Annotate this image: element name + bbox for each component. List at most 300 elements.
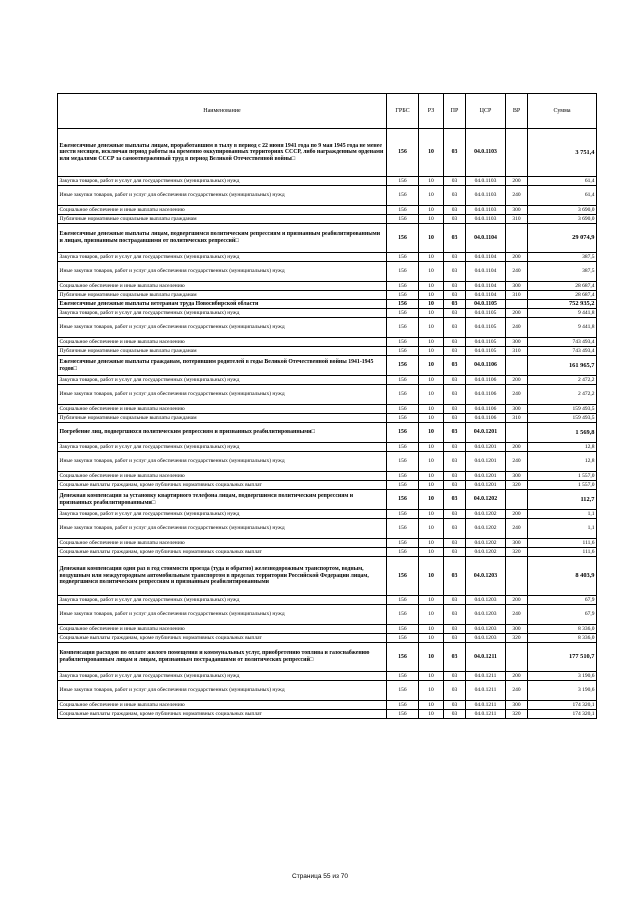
cell-vr: 310 — [506, 215, 528, 224]
table-row — [58, 539, 597, 548]
cell-csr: 04.0.1103 — [466, 177, 506, 186]
table-row-section — [58, 557, 597, 596]
cell-grbs: 156 — [387, 605, 419, 625]
cell-csr: 04.0.1104 — [466, 253, 506, 262]
cell-name: Социальные выплаты гражданам, кроме публичных нормативных социальных выплат — [58, 548, 387, 557]
cell-vr: 200 — [506, 510, 528, 519]
cell-csr: 04.0.1203 — [466, 596, 506, 605]
cell-rz: 10 — [419, 376, 444, 385]
cell-grbs: 156 — [387, 262, 419, 282]
cell-rz: 10 — [419, 405, 444, 414]
table-row — [58, 385, 597, 405]
cell-sum: 3 190,6 — [528, 681, 597, 701]
header-rz: РЗ — [419, 94, 444, 129]
cell-pr: 03 — [444, 625, 466, 634]
cell-sum: 61,4 — [528, 186, 597, 206]
cell-vr: 200 — [506, 309, 528, 318]
table-row-section — [58, 356, 597, 376]
cell-name: Социальное обеспечение и иные выплаты населению — [58, 338, 387, 347]
cell-vr: 240 — [506, 318, 528, 338]
cell-name: Публичные нормативные социальные выплаты гражданам — [58, 215, 387, 224]
cell-sum: 2 472,2 — [528, 376, 597, 385]
table-row — [58, 548, 597, 557]
cell-sum: 2 472,2 — [528, 385, 597, 405]
table-row — [58, 452, 597, 472]
cell-pr: 03 — [444, 206, 466, 215]
cell-name: Ежемесячные денежные выплаты гражданам, потерявшим родителей в годы Великой Отечественной войны 1941-1945 годов□ — [58, 356, 387, 376]
cell-rz: 10 — [419, 490, 444, 510]
cell-name: Иные закупки товаров, работ и услуг для обеспечения государственных (муниципальных) нужд — [58, 186, 387, 206]
cell-grbs: 156 — [387, 596, 419, 605]
cell-csr: 04.0.1201 — [466, 452, 506, 472]
cell-csr: 04.0.1103 — [466, 215, 506, 224]
cell-vr: 310 — [506, 347, 528, 356]
cell-csr: 04.0.1203 — [466, 605, 506, 625]
cell-sum: 3 690,0 — [528, 206, 597, 215]
cell-sum: 28 687,4 — [528, 282, 597, 291]
cell-rz: 10 — [419, 309, 444, 318]
table-row — [58, 596, 597, 605]
cell-vr — [506, 129, 528, 177]
cell-sum: 112,7 — [528, 490, 597, 510]
cell-name: Социальное обеспечение и иные выплаты населению — [58, 405, 387, 414]
cell-rz: 10 — [419, 414, 444, 423]
cell-vr: 300 — [506, 625, 528, 634]
table-row — [58, 177, 597, 186]
cell-csr: 04.0.1105 — [466, 309, 506, 318]
cell-sum: 1 557,0 — [528, 472, 597, 481]
cell-pr: 03 — [444, 539, 466, 548]
cell-sum: 111,6 — [528, 548, 597, 557]
cell-vr: 310 — [506, 414, 528, 423]
cell-name: Закупка товаров, работ и услуг для государственных (муниципальных) нужд — [58, 510, 387, 519]
cell-csr: 04.0.1104 — [466, 224, 506, 253]
cell-name: Погребение лиц, подвергшихся политическим репрессиям и признанных реабилитированными□ — [58, 423, 387, 443]
cell-rz: 10 — [419, 300, 444, 309]
cell-name: Закупка товаров, работ и услуг для государственных (муниципальных) нужд — [58, 376, 387, 385]
cell-sum: 12,8 — [528, 452, 597, 472]
cell-sum: 28 687,4 — [528, 291, 597, 300]
table-header-row — [58, 94, 597, 129]
cell-vr — [506, 356, 528, 376]
cell-sum: 174 320,1 — [528, 710, 597, 719]
cell-grbs: 156 — [387, 548, 419, 557]
cell-csr: 04.0.1202 — [466, 548, 506, 557]
cell-grbs: 156 — [387, 224, 419, 253]
cell-pr: 03 — [444, 405, 466, 414]
cell-pr: 03 — [444, 452, 466, 472]
cell-csr: 04.0.1202 — [466, 490, 506, 510]
cell-grbs: 156 — [387, 443, 419, 452]
cell-grbs: 156 — [387, 672, 419, 681]
cell-rz: 10 — [419, 510, 444, 519]
cell-grbs: 156 — [387, 405, 419, 414]
table-row — [58, 262, 597, 282]
cell-csr: 04.0.1211 — [466, 681, 506, 701]
cell-vr: 240 — [506, 452, 528, 472]
cell-rz: 10 — [419, 557, 444, 596]
cell-vr: 300 — [506, 472, 528, 481]
cell-sum: 8 336,0 — [528, 625, 597, 634]
cell-pr: 03 — [444, 481, 466, 490]
cell-sum: 61,4 — [528, 177, 597, 186]
cell-vr: 200 — [506, 177, 528, 186]
cell-csr: 04.0.1211 — [466, 672, 506, 681]
cell-grbs: 156 — [387, 186, 419, 206]
cell-rz: 10 — [419, 701, 444, 710]
cell-sum: 743 493,4 — [528, 347, 597, 356]
cell-sum: 9 441,8 — [528, 309, 597, 318]
cell-vr: 310 — [506, 291, 528, 300]
cell-grbs: 156 — [387, 309, 419, 318]
cell-pr: 03 — [444, 347, 466, 356]
cell-pr: 03 — [444, 318, 466, 338]
cell-csr: 04.0.1103 — [466, 186, 506, 206]
cell-grbs: 156 — [387, 356, 419, 376]
table-row — [58, 405, 597, 414]
cell-name: Ежемесячные денежные выплаты ветеранам труда Новосибирской области — [58, 300, 387, 309]
cell-rz: 10 — [419, 224, 444, 253]
cell-csr: 04.0.1211 — [466, 643, 506, 672]
cell-name: Социальные выплаты гражданам, кроме публичных нормативных социальных выплат — [58, 710, 387, 719]
cell-pr: 03 — [444, 414, 466, 423]
cell-rz: 10 — [419, 710, 444, 719]
table-row — [58, 291, 597, 300]
cell-name: Иные закупки товаров, работ и услуг для обеспечения государственных (муниципальных) нужд — [58, 452, 387, 472]
cell-csr: 04.0.1203 — [466, 634, 506, 643]
cell-grbs: 156 — [387, 710, 419, 719]
cell-name: Денежная компенсация один раз в год стоимости проезда (туда и обратно) железнодорожным транспортом, водным, воздушным или междугородным автомобильным транспортом в пределах территории Российской Федерации лицам, подвергшимся политическим репрессиям и признанным реабилитированными — [58, 557, 387, 596]
budget-table — [57, 93, 597, 719]
cell-vr: 240 — [506, 519, 528, 539]
cell-name: Социальное обеспечение и иные выплаты населению — [58, 701, 387, 710]
cell-pr: 03 — [444, 472, 466, 481]
cell-sum: 159 493,5 — [528, 414, 597, 423]
cell-name: Иные закупки товаров, работ и услуг для обеспечения государственных (муниципальных) нужд — [58, 519, 387, 539]
cell-name: Социальное обеспечение и иные выплаты населению — [58, 282, 387, 291]
cell-grbs: 156 — [387, 625, 419, 634]
cell-grbs: 156 — [387, 177, 419, 186]
cell-rz: 10 — [419, 548, 444, 557]
cell-sum: 387,5 — [528, 262, 597, 282]
cell-name: Иные закупки товаров, работ и услуг для обеспечения государственных (муниципальных) нужд — [58, 262, 387, 282]
cell-pr: 03 — [444, 423, 466, 443]
cell-vr: 240 — [506, 681, 528, 701]
cell-name: Иные закупки товаров, работ и услуг для обеспечения государственных (муниципальных) нужд — [58, 318, 387, 338]
cell-rz: 10 — [419, 291, 444, 300]
cell-vr: 240 — [506, 186, 528, 206]
cell-sum: 8 336,0 — [528, 634, 597, 643]
cell-vr: 240 — [506, 262, 528, 282]
cell-pr: 03 — [444, 443, 466, 452]
cell-rz: 10 — [419, 206, 444, 215]
table-row-section — [58, 423, 597, 443]
cell-rz: 10 — [419, 605, 444, 625]
cell-csr: 04.0.1105 — [466, 318, 506, 338]
table-row — [58, 318, 597, 338]
cell-sum: 161 965,7 — [528, 356, 597, 376]
cell-csr: 04.0.1203 — [466, 557, 506, 596]
header-sum: Сумма — [528, 94, 597, 129]
cell-vr: 200 — [506, 443, 528, 452]
table-row — [58, 206, 597, 215]
cell-rz: 10 — [419, 672, 444, 681]
cell-pr: 03 — [444, 710, 466, 719]
cell-csr: 04.0.1211 — [466, 710, 506, 719]
cell-csr: 04.0.1203 — [466, 625, 506, 634]
cell-grbs: 156 — [387, 282, 419, 291]
cell-vr — [506, 423, 528, 443]
cell-rz: 10 — [419, 643, 444, 672]
cell-vr — [506, 300, 528, 309]
cell-grbs: 156 — [387, 634, 419, 643]
cell-sum: 159 493,5 — [528, 405, 597, 414]
cell-name: Ежемесячные денежные выплаты лицам, подвергшимся политическим репрессиям и признанным реабилитированными и лицам, признанным пострадавшими от политических репрессий□ — [58, 224, 387, 253]
cell-sum: 3 190,6 — [528, 672, 597, 681]
table-row — [58, 701, 597, 710]
cell-pr: 03 — [444, 338, 466, 347]
cell-pr: 03 — [444, 385, 466, 405]
cell-sum: 387,5 — [528, 253, 597, 262]
header-csr: ЦСР — [466, 94, 506, 129]
table-row — [58, 443, 597, 452]
cell-csr: 04.0.1106 — [466, 356, 506, 376]
table-row — [58, 376, 597, 385]
cell-rz: 10 — [419, 539, 444, 548]
cell-grbs: 156 — [387, 206, 419, 215]
table-row — [58, 672, 597, 681]
cell-sum: 1,1 — [528, 510, 597, 519]
cell-vr: 200 — [506, 253, 528, 262]
cell-grbs: 156 — [387, 539, 419, 548]
cell-sum: 67,9 — [528, 596, 597, 605]
header-vr: ВР — [506, 94, 528, 129]
table-row — [58, 338, 597, 347]
cell-pr: 03 — [444, 605, 466, 625]
cell-pr: 03 — [444, 634, 466, 643]
cell-rz: 10 — [419, 472, 444, 481]
cell-name: Иные закупки товаров, работ и услуг для обеспечения государственных (муниципальных) нужд — [58, 605, 387, 625]
cell-rz: 10 — [419, 519, 444, 539]
cell-vr: 200 — [506, 596, 528, 605]
cell-sum: 12,8 — [528, 443, 597, 452]
cell-vr — [506, 643, 528, 672]
cell-pr: 03 — [444, 681, 466, 701]
cell-grbs: 156 — [387, 481, 419, 490]
cell-grbs: 156 — [387, 557, 419, 596]
cell-vr: 300 — [506, 206, 528, 215]
cell-sum: 743 493,4 — [528, 338, 597, 347]
cell-vr: 320 — [506, 710, 528, 719]
cell-grbs: 156 — [387, 215, 419, 224]
cell-name: Социальные выплаты гражданам, кроме публичных нормативных социальных выплат — [58, 481, 387, 490]
cell-grbs: 156 — [387, 376, 419, 385]
cell-name: Публичные нормативные социальные выплаты гражданам — [58, 347, 387, 356]
table-row-section — [58, 300, 597, 309]
cell-rz: 10 — [419, 318, 444, 338]
header-grbs: ГРБС — [387, 94, 419, 129]
cell-grbs: 156 — [387, 510, 419, 519]
cell-sum: 1 569,8 — [528, 423, 597, 443]
cell-name: Закупка товаров, работ и услуг для государственных (муниципальных) нужд — [58, 672, 387, 681]
cell-vr: 320 — [506, 481, 528, 490]
cell-rz: 10 — [419, 634, 444, 643]
header-name: Наименование — [58, 94, 387, 129]
cell-grbs: 156 — [387, 414, 419, 423]
table-row — [58, 625, 597, 634]
cell-rz: 10 — [419, 681, 444, 701]
table-row — [58, 481, 597, 490]
cell-vr: 300 — [506, 282, 528, 291]
cell-grbs: 156 — [387, 338, 419, 347]
table-row — [58, 681, 597, 701]
table-row-section — [58, 490, 597, 510]
cell-pr: 03 — [444, 253, 466, 262]
table-row-section — [58, 224, 597, 253]
cell-vr: 200 — [506, 672, 528, 681]
cell-vr: 240 — [506, 605, 528, 625]
cell-grbs: 156 — [387, 423, 419, 443]
cell-vr: 320 — [506, 634, 528, 643]
cell-csr: 04.0.1201 — [466, 481, 506, 490]
cell-pr: 03 — [444, 282, 466, 291]
cell-vr: 300 — [506, 405, 528, 414]
table-row — [58, 710, 597, 719]
cell-csr: 04.0.1103 — [466, 206, 506, 215]
cell-csr: 04.0.1202 — [466, 510, 506, 519]
cell-vr — [506, 490, 528, 510]
cell-pr: 03 — [444, 309, 466, 318]
cell-csr: 04.0.1201 — [466, 443, 506, 452]
cell-name: Закупка товаров, работ и услуг для государственных (муниципальных) нужд — [58, 309, 387, 318]
cell-pr: 03 — [444, 596, 466, 605]
cell-csr: 04.0.1103 — [466, 129, 506, 177]
cell-name: Социальное обеспечение и иные выплаты населению — [58, 539, 387, 548]
cell-csr: 04.0.1106 — [466, 376, 506, 385]
cell-pr: 03 — [444, 224, 466, 253]
cell-grbs: 156 — [387, 129, 419, 177]
header-pr: ПР — [444, 94, 466, 129]
cell-pr: 03 — [444, 291, 466, 300]
cell-pr: 03 — [444, 519, 466, 539]
cell-csr: 04.0.1106 — [466, 414, 506, 423]
table-row — [58, 253, 597, 262]
cell-csr: 04.0.1105 — [466, 300, 506, 309]
table-row — [58, 472, 597, 481]
cell-grbs: 156 — [387, 253, 419, 262]
cell-vr: 300 — [506, 539, 528, 548]
cell-pr: 03 — [444, 490, 466, 510]
cell-name: Социальное обеспечение и иные выплаты населению — [58, 206, 387, 215]
cell-sum: 3 690,0 — [528, 215, 597, 224]
cell-name: Социальное обеспечение и иные выплаты населению — [58, 472, 387, 481]
cell-csr: 04.0.1104 — [466, 282, 506, 291]
cell-rz: 10 — [419, 347, 444, 356]
cell-pr: 03 — [444, 186, 466, 206]
cell-csr: 04.0.1211 — [466, 701, 506, 710]
cell-pr: 03 — [444, 701, 466, 710]
cell-rz: 10 — [419, 423, 444, 443]
cell-sum: 8 403,9 — [528, 557, 597, 596]
cell-grbs: 156 — [387, 452, 419, 472]
cell-name: Иные закупки товаров, работ и услуг для обеспечения государственных (муниципальных) нужд — [58, 385, 387, 405]
cell-name: Закупка товаров, работ и услуг для государственных (муниципальных) нужд — [58, 253, 387, 262]
cell-sum: 9 441,8 — [528, 318, 597, 338]
table-row — [58, 309, 597, 318]
table-row — [58, 186, 597, 206]
cell-grbs: 156 — [387, 318, 419, 338]
cell-grbs: 156 — [387, 490, 419, 510]
cell-rz: 10 — [419, 452, 444, 472]
cell-pr: 03 — [444, 215, 466, 224]
cell-pr: 03 — [444, 300, 466, 309]
cell-sum: 177 510,7 — [528, 643, 597, 672]
cell-rz: 10 — [419, 625, 444, 634]
cell-name: Закупка товаров, работ и услуг для государственных (муниципальных) нужд — [58, 177, 387, 186]
table-row-section — [58, 129, 597, 177]
cell-sum: 1 557,0 — [528, 481, 597, 490]
cell-vr: 300 — [506, 701, 528, 710]
cell-csr: 04.0.1104 — [466, 291, 506, 300]
cell-csr: 04.0.1105 — [466, 347, 506, 356]
cell-rz: 10 — [419, 262, 444, 282]
cell-vr: 240 — [506, 385, 528, 405]
cell-pr: 03 — [444, 262, 466, 282]
table-row — [58, 347, 597, 356]
cell-rz: 10 — [419, 338, 444, 347]
cell-csr: 04.0.1104 — [466, 262, 506, 282]
cell-csr: 04.0.1106 — [466, 385, 506, 405]
cell-vr: 320 — [506, 548, 528, 557]
cell-grbs: 156 — [387, 385, 419, 405]
cell-csr: 04.0.1201 — [466, 423, 506, 443]
page-number: Страница 55 из 70 — [292, 873, 348, 880]
cell-csr: 04.0.1202 — [466, 519, 506, 539]
cell-rz: 10 — [419, 177, 444, 186]
table-row — [58, 414, 597, 423]
cell-rz: 10 — [419, 215, 444, 224]
table-row — [58, 282, 597, 291]
cell-name: Закупка товаров, работ и услуг для государственных (муниципальных) нужд — [58, 596, 387, 605]
cell-grbs: 156 — [387, 643, 419, 672]
cell-pr: 03 — [444, 177, 466, 186]
table-row — [58, 510, 597, 519]
cell-vr — [506, 557, 528, 596]
table-row-section — [58, 643, 597, 672]
cell-pr: 03 — [444, 510, 466, 519]
cell-name: Социальное обеспечение и иные выплаты населению — [58, 625, 387, 634]
table-row — [58, 215, 597, 224]
cell-pr: 03 — [444, 376, 466, 385]
table-row — [58, 519, 597, 539]
cell-name: Ежемесячные денежные выплаты лицам, проработавшим в тылу в период с 22 июня 1941 года по 9 мая 1945 года не менее шести месяцев, исключая период работы на временно оккупированных территориях СССР, либо награжденным орденами или медалями СССР за самоотверженный труд в период Великой Отечественной войны□ — [58, 129, 387, 177]
cell-rz: 10 — [419, 385, 444, 405]
cell-sum: 111,6 — [528, 539, 597, 548]
cell-pr: 03 — [444, 548, 466, 557]
cell-name: Иные закупки товаров, работ и услуг для обеспечения государственных (муниципальных) нужд — [58, 681, 387, 701]
cell-pr: 03 — [444, 557, 466, 596]
cell-name: Закупка товаров, работ и услуг для государственных (муниципальных) нужд — [58, 443, 387, 452]
cell-rz: 10 — [419, 596, 444, 605]
table-row — [58, 605, 597, 625]
cell-rz: 10 — [419, 282, 444, 291]
cell-rz: 10 — [419, 186, 444, 206]
cell-grbs: 156 — [387, 519, 419, 539]
cell-sum: 174 320,1 — [528, 701, 597, 710]
cell-vr — [506, 224, 528, 253]
cell-name: Компенсация расходов по оплате жилого помещения и коммунальных услуг, приобретению топлива и газоснабжению реабилитированным лицам и лицам, признанным пострадавшими от политических репрессий□ — [58, 643, 387, 672]
cell-pr: 03 — [444, 643, 466, 672]
